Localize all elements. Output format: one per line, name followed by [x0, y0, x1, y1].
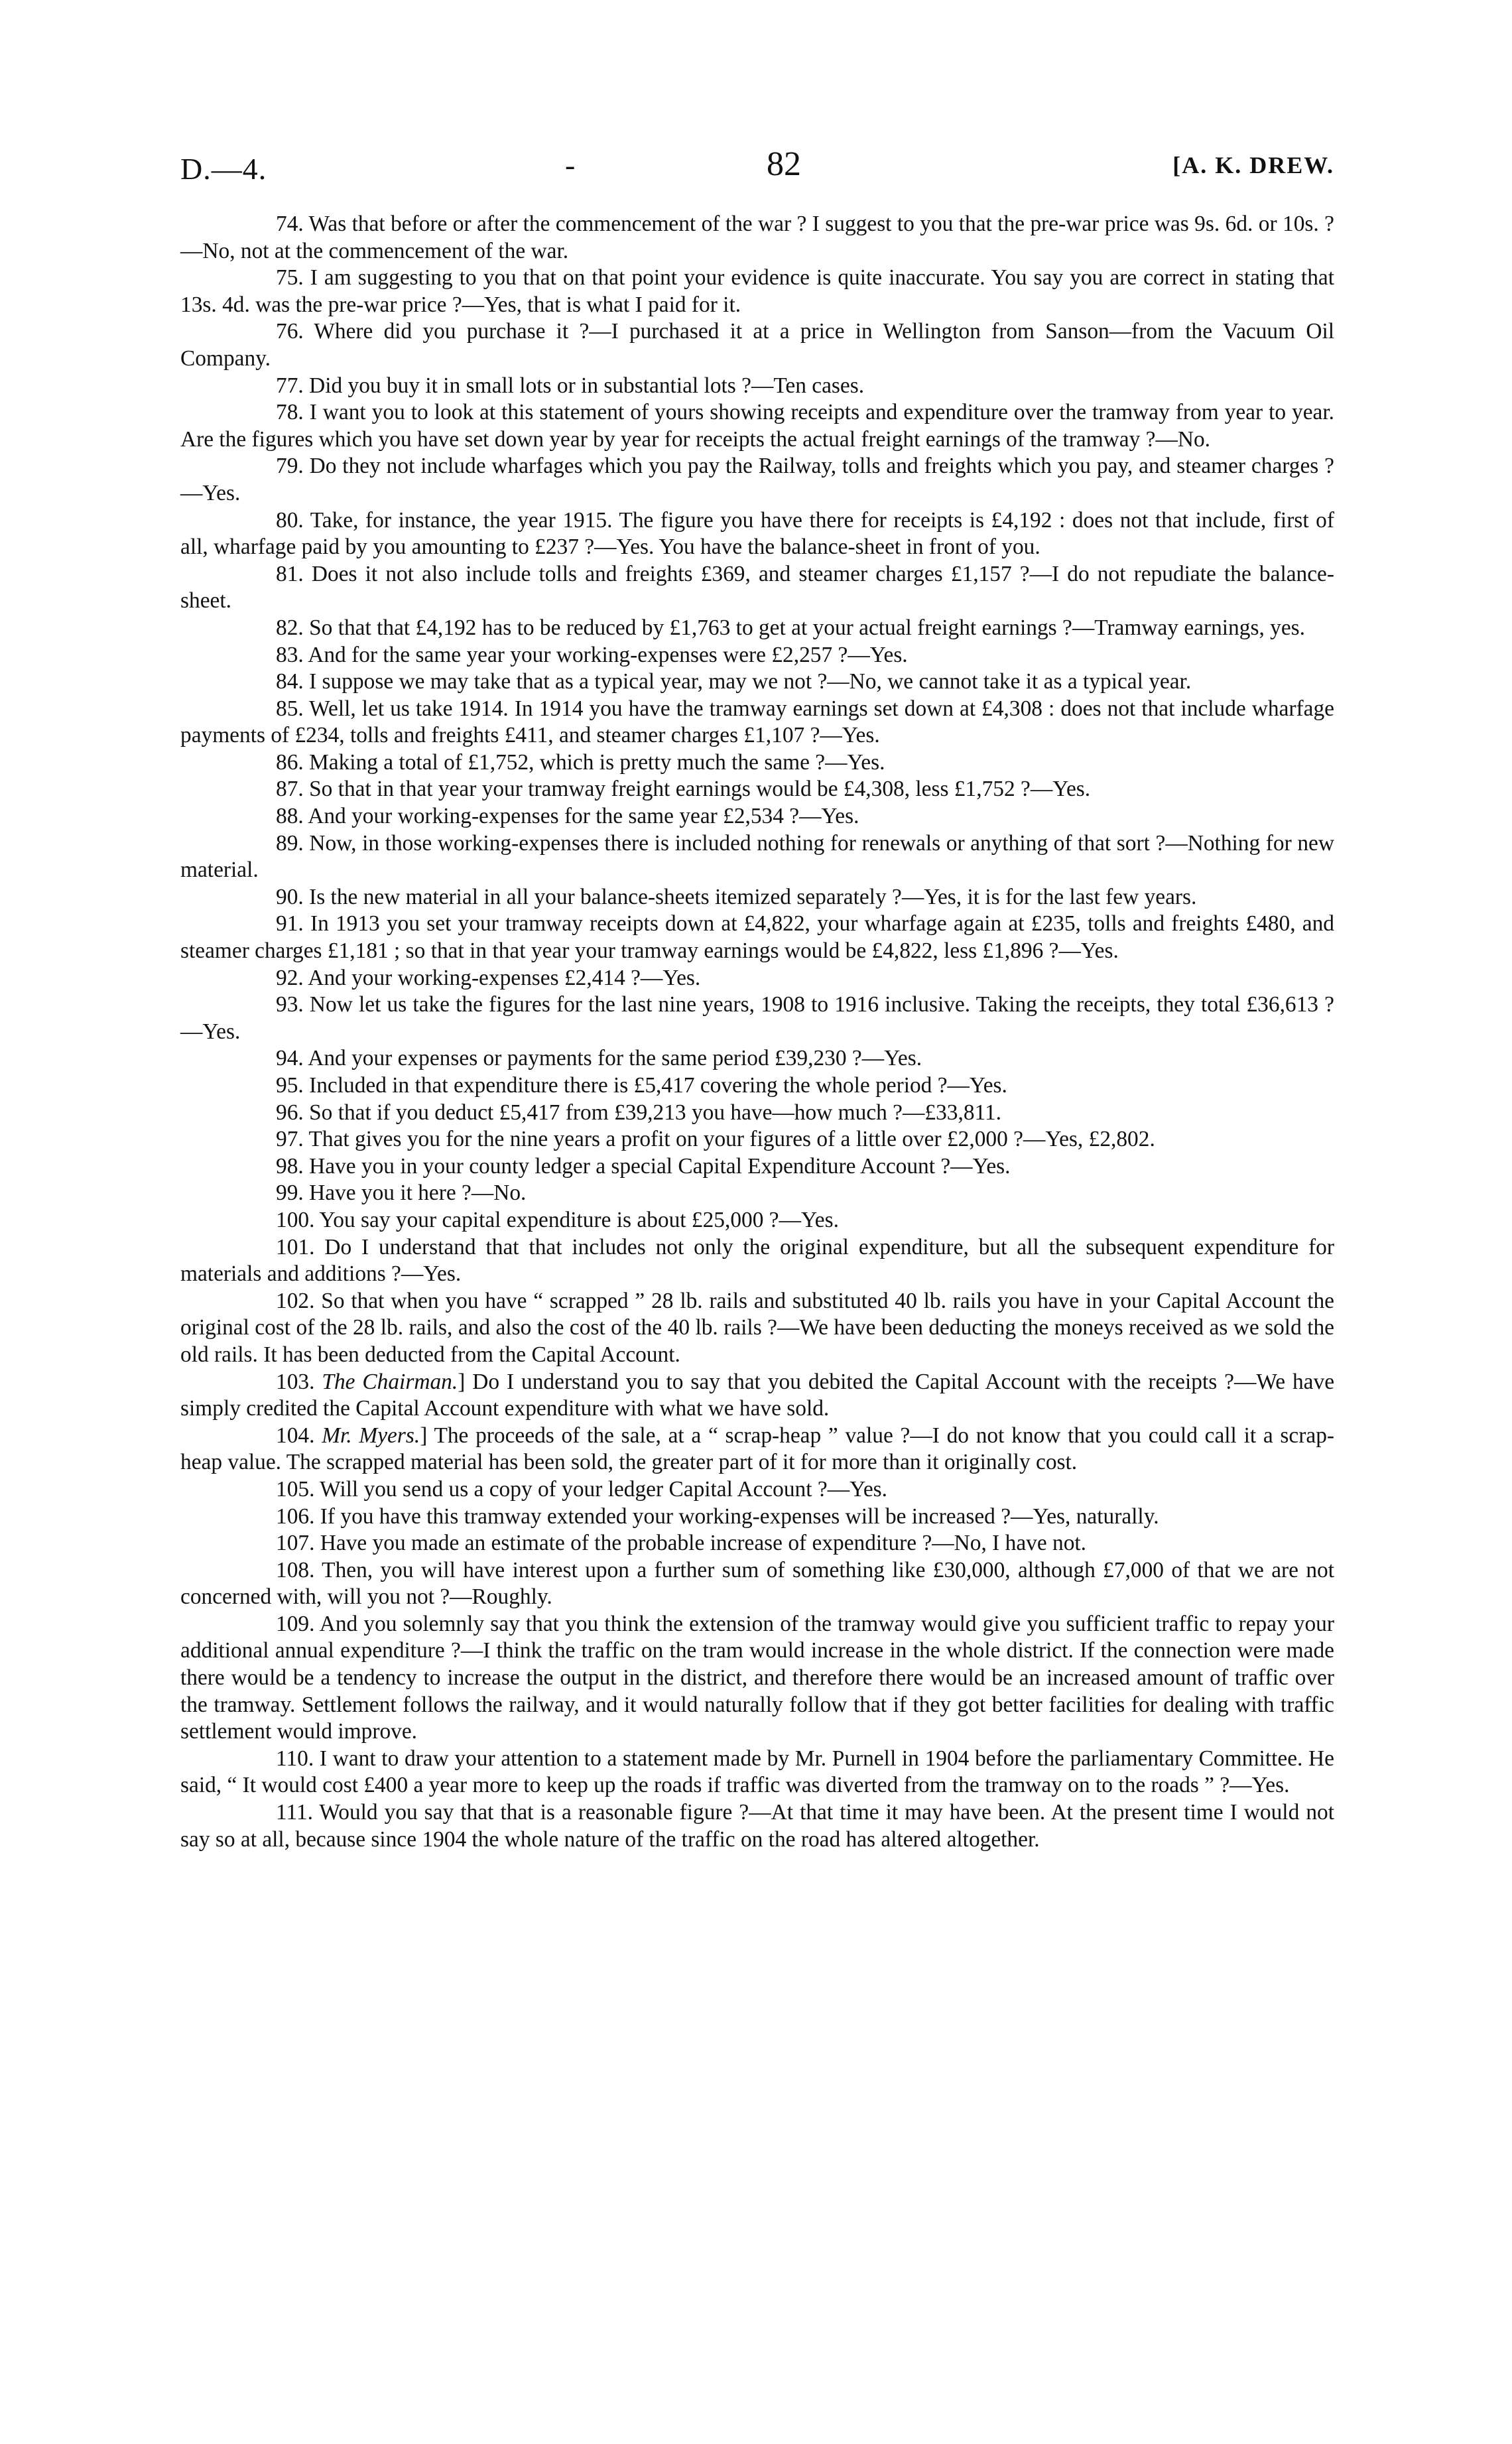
page-body	[180, 211, 1334, 1853]
header-dash: -	[565, 148, 576, 182]
document-page	[180, 138, 1334, 1853]
paragraph-90: 90. Is the new material in all your balance-sheets itemized separately ?—Yes, it is for the last few years.	[276, 884, 1197, 909]
paragraph-96: 96. So that if you deduct £5,417 from £39,213 you have—how much ?—£33,811.	[276, 1100, 1002, 1125]
paragraph-93: 93. Now let us take the figures for the last nine years, 1908 to 1916 inclusive. Taking the receipts, they total £36,613 ?—Yes.	[180, 992, 1334, 1044]
paragraph-77: 77. Did you buy it in small lots or in substantial lots ?—Ten cases.	[276, 373, 865, 398]
paragraph-83: 83. And for the same year your working-expenses were £2,257 ?—Yes.	[276, 642, 908, 667]
paragraph-98: 98. Have you in your county ledger a special Capital Expenditure Account ?—Yes.	[276, 1153, 1011, 1179]
paragraph-82: 82. So that that £4,192 has to be reduced by £1,763 to get at your actual freight earnings ?—Tramway earnings, yes.	[276, 615, 1305, 640]
speaker-name: The Chairman.	[322, 1369, 458, 1394]
page-header	[180, 138, 1334, 198]
paragraph-111: 111. Would you say that that is a reasonable figure ?—At that time it may have been. At the present time I would not say so at all, because since 1904 the whole nature of the traffic on the road has altered altogether.	[180, 1800, 1334, 1852]
paragraph-102: 102. So that when you have “ scrapped ” 28 lb. rails and substituted 40 lb. rails you have in your Capital Account the original cost of the 28 lb. rails, and also the cost of the 40 lb. rails ?—We have been deducting the moneys received as we sold the old rails. It has been deducted from the Capital Account.	[180, 1288, 1334, 1367]
paragraph-84: 84. I suppose we may take that as a typical year, may we not ?—No, we cannot take it as a typical year.	[276, 669, 1192, 694]
paragraph-99: 99. Have you it here ?—No.	[276, 1181, 527, 1206]
paragraph-75: 75. I am suggesting to you that on that point your evidence is quite inaccurate. You say you are correct in stating that 13s. 4d. was the pre-war price ?—Yes, that is what I paid for it.	[180, 265, 1334, 317]
paragraph-89: 89. Now, in those working-expenses there is included nothing for renewals or anything of that sort ?—Nothing for new material.	[180, 830, 1334, 883]
paragraph-109: 109. And you solemnly say that you think the extension of the tramway would give you sufficient traffic to repay your additional annual expenditure ?—I think the traffic on the tram would increase in the whole district. If the connection were made there would be a tendency to increase the output in the district, and therefore there would be an increased amount of traffic over the tramway. Settlement follows the railway, and it would naturally follow that if they got better facilities for dealing with traffic settlement would improve.	[180, 1611, 1334, 1744]
paragraph-108: 108. Then, you will have interest upon a further sum of something like £30,000, although £7,000 of that we are not concerned with, will you not ?—Roughly.	[180, 1557, 1334, 1610]
paragraph-74: 74. Was that before or after the commencement of the war ? I suggest to you that the pre-war price was 9s. 6d. or 10s. ?—No, not at the commencement of the war.	[180, 212, 1334, 263]
paragraph-95: 95. Included in that expenditure there is £5,417 covering the whole period ?—Yes.	[276, 1073, 1007, 1098]
paragraph-101: 101. Do I understand that that includes not only the original expenditure, but all the subsequent expenditure for materials and additions ?—Yes.	[180, 1234, 1334, 1287]
document-code: D.—4.	[180, 152, 267, 186]
paragraph-81: 81. Does it not also include tolls and freights £369, and steamer charges £1,157 ?—I do not repudiate the balance-sheet.	[180, 561, 1334, 613]
paragraph-100: 100. You say your capital expenditure is about £25,000 ?—Yes.	[276, 1207, 839, 1232]
paragraph-80: 80. Take, for instance, the year 1915. The figure you have there for receipts is £4,192 : does not that include, first of all, wharfage paid by you amounting to £237 ?—Yes. You have the balance-sheet in front of you.	[180, 507, 1334, 560]
paragraph-85: 85. Well, let us take 1914. In 1914 you have the tramway earnings set down at £4,308 : does not that include wharfage payments of £234, tolls and freights £411, and steamer charges £1,107 ?—Yes.	[180, 696, 1334, 748]
page-number: 82	[767, 145, 801, 183]
paragraph-79: 79. Do they not include wharfages which you pay the Railway, tolls and freights which you pay, and steamer charges ?—Yes.	[180, 454, 1334, 505]
witness-name: [A. K. DREW.	[1172, 152, 1334, 178]
paragraph-88: 88. And your working-expenses for the same year £2,534 ?—Yes.	[276, 804, 859, 829]
paragraph-103: 103. The Chairman.] Do I understand you to say that you debited the Capital Account with the receipts ?—We have simply credited the Capital Account expenditure with what we have sold.	[180, 1369, 1335, 1421]
paragraph-104: 104. Mr. Myers.] The proceeds of the sale, at a “ scrap-heap ” value ?—I do not know that you could call it a scrap-heap value. The scrapped material has been sold, the greater part of it for more than it originally cost.	[180, 1423, 1335, 1475]
paragraph-106: 106. If you have this tramway extended your working-expenses will be increased ?—Yes, naturally.	[276, 1504, 1159, 1529]
paragraph-76: 76. Where did you purchase it ?—I purchased it at a price in Wellington from Sanson—from the Vacuum Oil Company.	[180, 319, 1334, 371]
paragraph-110: 110. I want to draw your attention to a statement made by Mr. Purnell in 1904 before the parliamentary Committee. He said, “ It would cost £400 a year more to keep up the roads if traffic was diverted from the tramway on to the roads ” ?—Yes.	[180, 1746, 1334, 1798]
paragraph-107: 107. Have you made an estimate of the probable increase of expenditure ?—No, I have not.	[276, 1531, 1087, 1556]
paragraph-94: 94. And your expenses or payments for the same period £39,230 ?—Yes.	[276, 1046, 922, 1071]
paragraph-87: 87. So that in that year your tramway freight earnings would be £4,308, less £1,752 ?—Yes.	[276, 777, 1091, 802]
paragraph-97: 97. That gives you for the nine years a profit on your figures of a little over £2,000 ?—Yes, £2,802.	[276, 1127, 1155, 1152]
paragraph-86: 86. Making a total of £1,752, which is pretty much the same ?—Yes.	[276, 749, 885, 775]
speaker-name: Mr. Myers.	[322, 1423, 420, 1448]
paragraph-78: 78. I want you to look at this statement of yours showing receipts and expenditure over the tramway from year to year. Are the figures which you have set down year by year for receipts the actual freight earnings of the tramway ?—No.	[180, 400, 1334, 452]
paragraph-92: 92. And your working-expenses £2,414 ?—Yes.	[276, 965, 701, 990]
paragraph-91: 91. In 1913 you set your tramway receipts down at £4,822, your wharfage again at £235, tolls and freights £480, and steamer charges £1,181 ; so that in that year your tramway earnings would be £4,822, less £1,896 ?—Yes.	[180, 911, 1334, 964]
paragraph-105: 105. Will you send us a copy of your ledger Capital Account ?—Yes.	[276, 1476, 888, 1502]
